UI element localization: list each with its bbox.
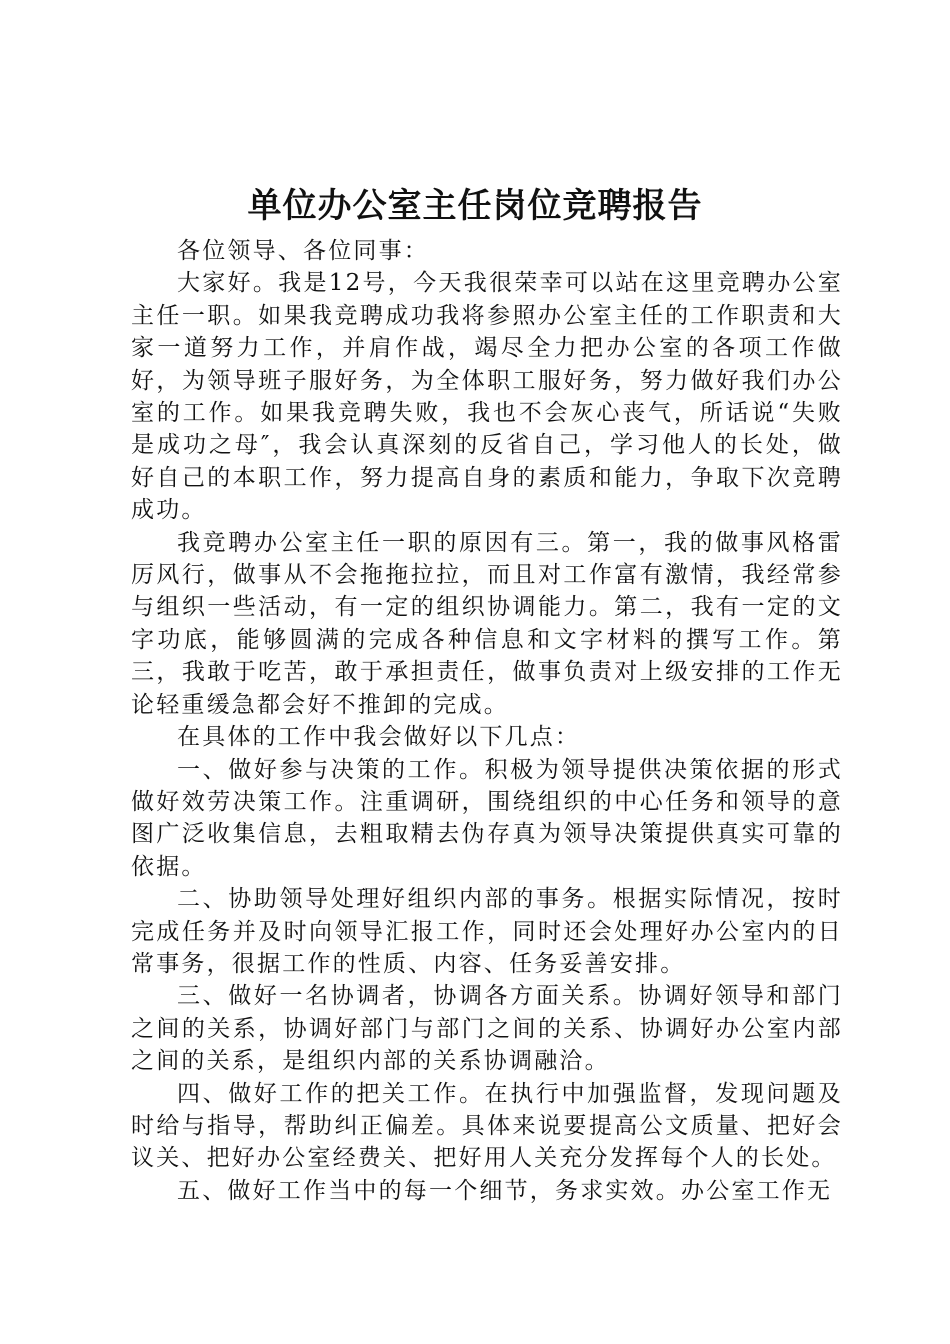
work-plan-intro-paragraph: 在具体的工作中我会做好以下几点： (177, 724, 581, 751)
reasons-paragraph: 我竞聘办公室主任一职的原因有三。第一，我的做事风格雷厉风行，做事从不会拖拖拉拉，而且对工作富有激情，我经常参与组织一些活动，有一定的组织协调能力。第二，我有一定的文字功底，能够圆满的完成各种信息和文字材料的撰写工作。第三，我敢于吃苦，敢于承担责任，做事负责对上级安排的工作无论轻重缓急都会好不推卸的完成。 (131, 529, 843, 718)
point-two-paragraph: 二、协助领导处理好组织内部的事务。根据实际情况，按时完成任务并及时向领导汇报工作，同时还会处理好办公室内的日常事务，很据工作的性质、内容、任务妥善安排。 (131, 886, 843, 977)
point-four-paragraph: 四、做好工作的把关工作。在执行中加强监督，发现问题及时给与指导，帮助纠正偏差。具体来说要提高公文质量、把好会议关、把好办公室经费关、把好用人关充分发挥每个人的长处。 (131, 1080, 843, 1172)
point-three-paragraph: 三、做好一名协调者，协调各方面关系。协调好领导和部门之间的关系，协调好部门与部门之间的关系、协调好办公室内部之间的关系，是组织内部的关系协调融洽。 (131, 983, 843, 1075)
document-title: 单位办公室主任岗位竞聘报告 (247, 186, 703, 226)
point-five-paragraph: 五、做好工作当中的每一个细节，务求实效。办公室工作无 (177, 1177, 833, 1204)
document-body (131, 235, 843, 1207)
salutation-paragraph: 各位领导、各位同事： (177, 238, 429, 264)
introduction-paragraph: 大家好。我是12号，今天我很荣幸可以站在这里竞聘办公室主任一职。如果我竞聘成功我将参照办公室主任的工作职责和大家一道努力工作，并肩作战，竭尽全力把办公室的各项工作做好，为领导班子服好务，为全体职工服好务，努力做好我们办公室的工作。如果我竞聘失败，我也不会灰心丧气，所话说“失败是成功之母″，我会认真深刻的反省自己，学习他人的长处，做好自己的本职工作，努力提高自身的素质和能力，争取下次竞聘成功。 (131, 270, 843, 524)
point-one-paragraph: 一、做好参与决策的工作。积极为领导提供决策依据的形式做好效劳决策工作。注重调研，围绕组织的中心任务和领导的意图广泛收集信息，去粗取精去伪存真为领导决策提供真实可靠的依据。 (131, 756, 843, 880)
